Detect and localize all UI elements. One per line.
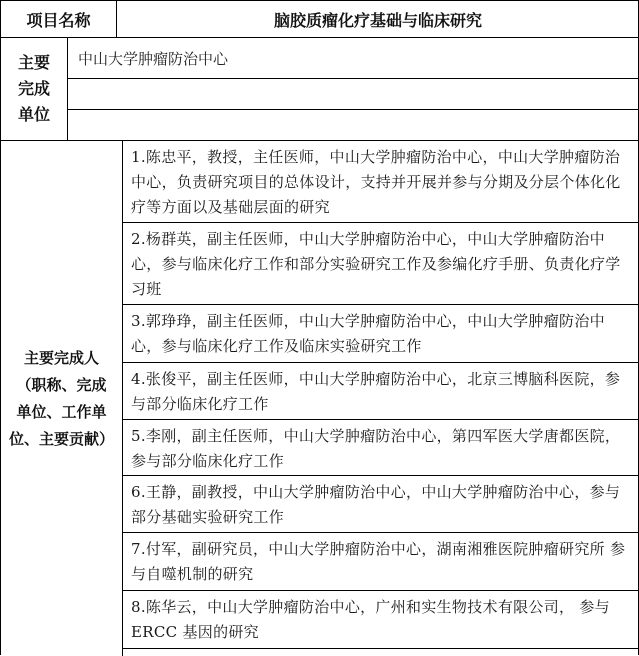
contributors-label-line: 主要完成人 xyxy=(23,348,99,367)
grid-line xyxy=(123,304,639,305)
grid-line xyxy=(68,78,639,79)
project-title: 脑胶质瘤化疗基础与临床研究 xyxy=(273,10,482,30)
contributor-entry: 6.王静，副教授，中山大学肿瘤防治中心，中山大学肿瘤防治中心，参与部分基础实验研究工作 xyxy=(131,483,621,526)
project-name-label: 项目名称 xyxy=(26,10,91,30)
grid-line xyxy=(67,38,68,141)
contributor-entry: 8.陈华云，中山大学肿瘤防治中心，广州和实生物技术有限公司， 参与 ERCC 基因的研究 xyxy=(131,598,610,641)
contributor-entry: 3.郭琤琤，副主任医师，中山大学肿瘤防治中心，中山大学肿瘤防治中心，参与临床化疗工作及临床实验研究工作 xyxy=(131,312,605,355)
grid-line xyxy=(123,419,639,420)
grid-line xyxy=(123,648,639,649)
unit-row-3 xyxy=(68,110,638,140)
main-units-label-line: 单位 xyxy=(17,104,50,124)
unit-row-2 xyxy=(68,79,638,109)
contributor-entry: 4.张俊平，副主任医师，中山大学肿瘤防治中心，北京三博脑科医院，参与部分临床化疗工作 xyxy=(131,370,621,413)
contributors-label-line: 单位、工作单 xyxy=(16,402,107,421)
contributor-entry: 1.陈忠平，教授，主任医师，中山大学肿瘤防治中心，中山大学肿瘤防治中心，负责研究项目的总体设计，支持并开展并参与分期及分层个体化化疗等方面以及基础层面的研究 xyxy=(131,148,621,216)
main-units-label xyxy=(1,38,67,139)
grid-line xyxy=(123,532,639,533)
grid-line xyxy=(68,109,639,110)
grid-line xyxy=(123,475,639,476)
grid-line xyxy=(1,37,639,38)
grid-line xyxy=(122,141,123,656)
grid-line xyxy=(123,362,639,363)
grid-line xyxy=(123,222,639,223)
grid-line xyxy=(1,140,639,141)
contributor-entry: 5.李刚，副主任医师，中山大学肿瘤防治中心，第四军医大学唐都医院，参与部分临床化疗工作 xyxy=(131,427,621,470)
contributor-entry: 2.杨群英，副主任医师，中山大学肿瘤防治中心，中山大学肿瘤防治中心，参与临床化疗工作和部分实验研究工作及参编化疗手册、负责化疗学习班 xyxy=(131,230,621,298)
contributors-label-line: （职称、完成 xyxy=(16,375,107,394)
unit-row-1: 中山大学肿瘤防治中心 xyxy=(78,49,229,68)
main-units-label-line: 完成 xyxy=(17,78,50,98)
grid-line xyxy=(116,1,117,37)
contributors-label xyxy=(1,141,122,656)
main-units-label-line: 主要 xyxy=(17,52,50,72)
contributors-label-line: 位、主要贡献） xyxy=(8,429,114,448)
contributor-entry: 7.付军，副研究员，中山大学肿瘤防治中心，湖南湘雅医院肿瘤研究所 参与自噬机制的研究 xyxy=(131,540,626,583)
grid-line xyxy=(123,590,639,591)
